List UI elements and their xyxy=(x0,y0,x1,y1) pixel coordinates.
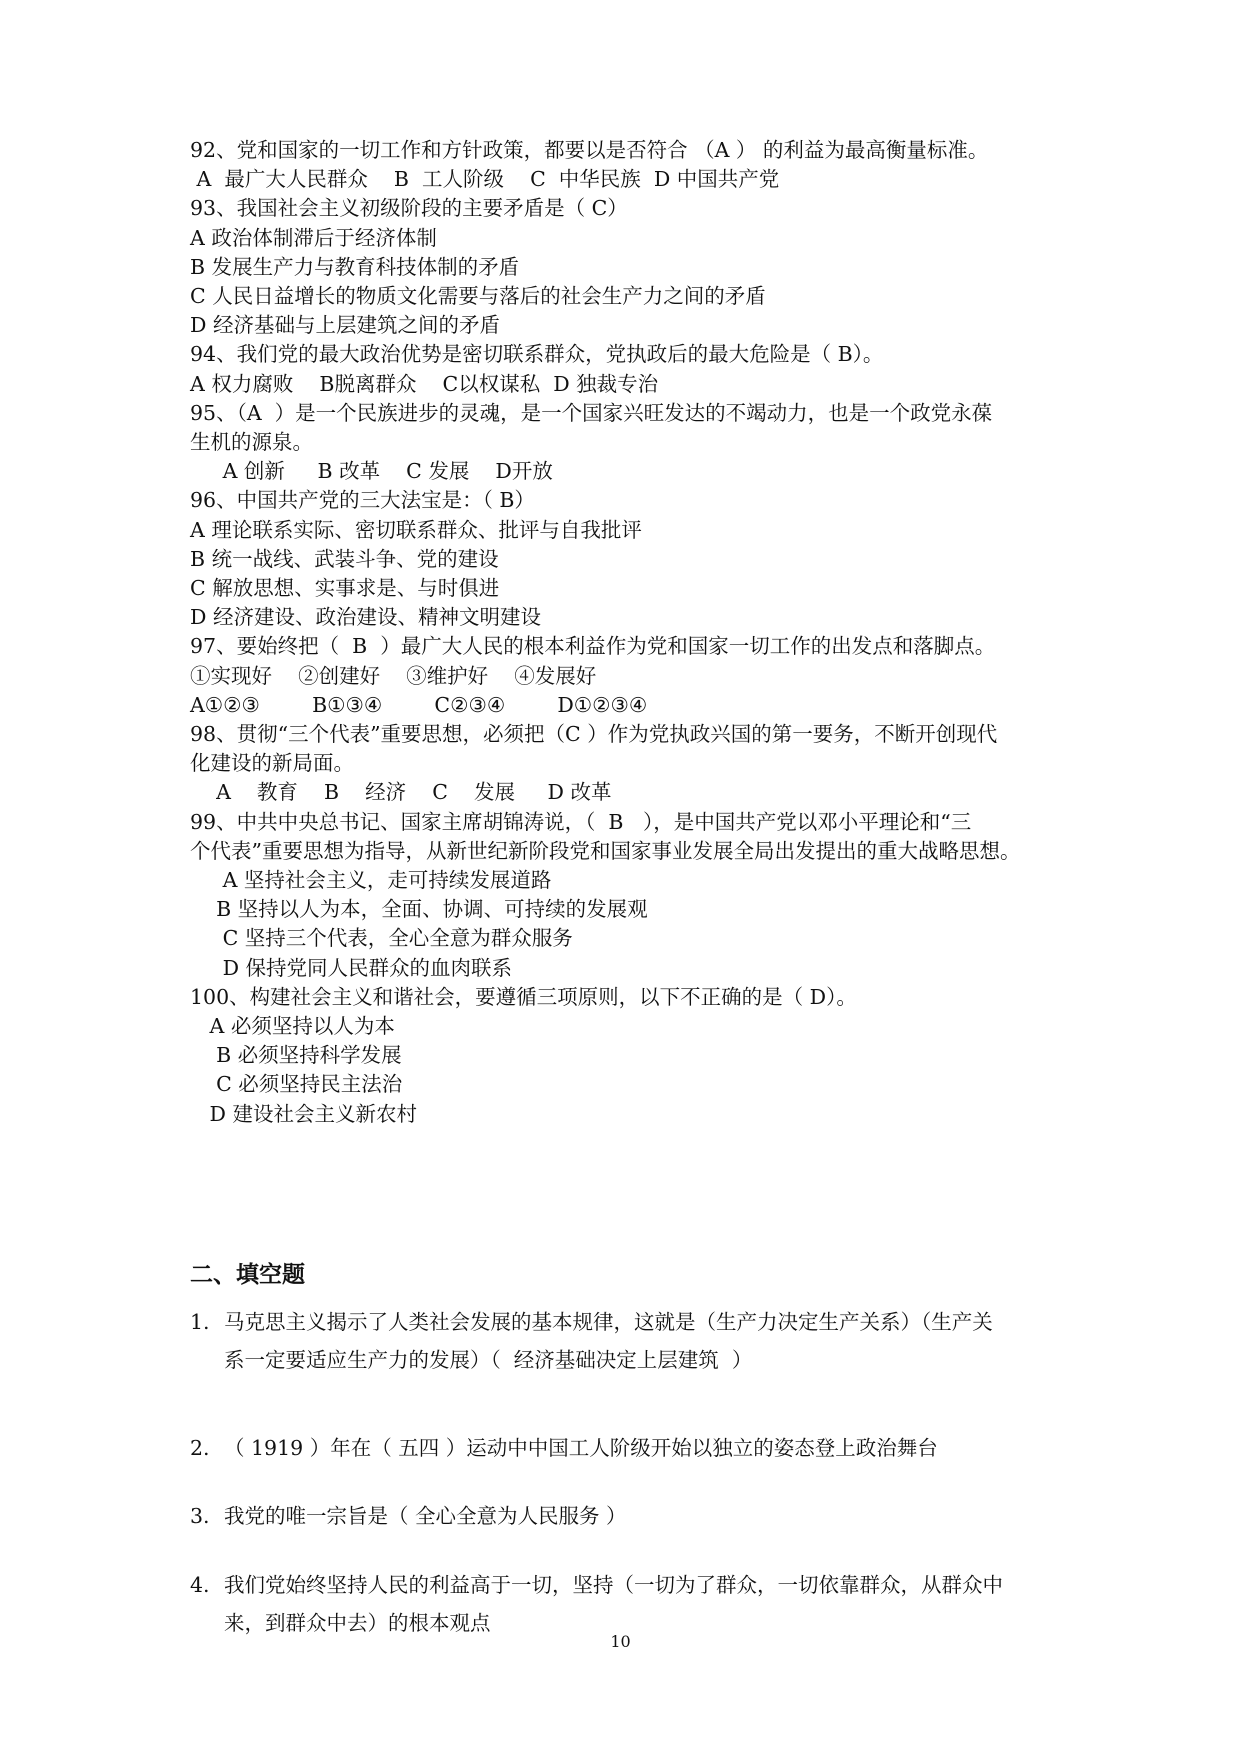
fill-item-number: 1. xyxy=(190,1310,210,1334)
fill-item-text: 我党的唯一宗旨是（ 全心全意为人民服务 ） xyxy=(224,1504,627,1528)
fill-item-text: 来，到群众中去）的根本观点 xyxy=(224,1611,491,1635)
text-line: D 经济基础与上层建筑之间的矛盾 xyxy=(190,313,500,338)
text-line: A 最广大人民群众 B 工人阶级 C 中华民族 D 中国共产党 xyxy=(190,167,780,192)
text-line: 94、我们党的最大政治优势是密切联系群众，党执政后的最大危险是（ B）。 xyxy=(190,342,884,367)
text-line: ①实现好 ②创建好 ③维护好 ④发展好 xyxy=(190,663,597,688)
text-line: C 坚持三个代表，全心全意为群众服务 xyxy=(190,926,573,951)
text-line: 96、中国共产党的三大法宝是：（ B） xyxy=(190,488,535,513)
fill-item-text: 我们党始终坚持人民的利益高于一切，坚持（一切为了群众，一切依靠群众，从群众中 xyxy=(224,1573,1003,1597)
text-line: C 解放思想、实事求是、与时俱进 xyxy=(190,576,500,600)
text-line: A 教育 B 经济 C 发展 D 改革 xyxy=(190,780,612,805)
text-line: 100、构建社会主义和谐社会，要遵循三项原则，以下不正确的是（ D）。 xyxy=(190,984,857,1009)
text-line: 98、贯彻“三个代表”重要思想，必须把（C ）作为党执政兴国的第一要务，不断开创现代 xyxy=(190,722,998,746)
text-line: 95、（A ）是一个民族进步的灵魂，是一个国家兴旺发达的不竭动力，也是一个政党永葆 xyxy=(190,400,993,425)
text-line: B 必须坚持科学发展 xyxy=(190,1043,402,1068)
text-line: C 人民日益增长的物质文化需要与落后的社会生产力之间的矛盾 xyxy=(190,284,766,308)
text-line: 97、要始终把（ B ）最广大人民的根本利益作为党和国家一切工作的出发点和落脚点。 xyxy=(190,634,996,659)
text-line: D 建设社会主义新农村 xyxy=(190,1101,418,1126)
text-line: D 保持党同人民群众的血肉联系 xyxy=(190,955,513,980)
text-line: 个代表”重要思想为指导，从新世纪新阶段党和国家事业发展全局出发提出的重大战略思想。 xyxy=(190,838,1021,863)
text-line: A①②③ B①③④ C②③④ D①②③④ xyxy=(190,692,648,717)
text-line: D 经济建设、政治建设、精神文明建设 xyxy=(190,605,541,630)
text-line: B 坚持以人为本，全面、协调、可持续的发展观 xyxy=(190,897,648,922)
text-line: A 必须坚持以人为本 xyxy=(190,1014,395,1038)
text-line: A 权力腐败 B脱离群众 C以权谋私 D 独裁专治 xyxy=(190,371,659,396)
text-line: A 坚持社会主义，走可持续发展道路 xyxy=(190,868,552,892)
fill-item-text: 系一定要适应生产力的发展）（ 经济基础决定上层建筑 ） xyxy=(224,1348,753,1372)
text-line: 99、中共中央总书记、国家主席胡锦涛说，（ B ），是中国共产党以邓小平理论和“三 xyxy=(190,809,972,834)
text-line: A 创新 B 改革 C 发展 D开放 xyxy=(190,459,553,484)
text-line: A 理论联系实际、密切联系群众、批评与自我批评 xyxy=(190,517,642,542)
text-line: 化建设的新局面。 xyxy=(190,751,354,776)
fill-item-number: 2. xyxy=(190,1436,210,1460)
fill-item-text: 马克思主义揭示了人类社会发展的基本规律，这就是（生产力决定生产关系）（生产关 xyxy=(224,1310,993,1334)
text-line: 93、我国社会主义初级阶段的主要矛盾是（ C） xyxy=(190,196,628,221)
fill-item-text: （ 1919 ）年在（ 五四 ）运动中中国工人阶级开始以独立的姿态登上政治舞台 xyxy=(224,1436,938,1460)
page-number: 10 xyxy=(610,1632,631,1651)
text-line: B 统一战线、武装斗争、党的建设 xyxy=(190,546,499,571)
text-line: A 政治体制滞后于经济体制 xyxy=(190,225,437,250)
fill-item-number: 4. xyxy=(190,1573,210,1597)
text-line: C 必须坚持民主法治 xyxy=(190,1072,403,1097)
text-line: 生机的源泉。 xyxy=(190,430,313,454)
fill-item-number: 3. xyxy=(190,1504,210,1528)
text-line: B 发展生产力与教育科技体制的矛盾 xyxy=(190,254,520,279)
section-heading: 二、填空题 xyxy=(190,1262,305,1288)
text-line: 92、党和国家的一切工作和方针政策，都要以是否符合 （A ） 的利益为最高衡量标准。 xyxy=(190,138,989,162)
